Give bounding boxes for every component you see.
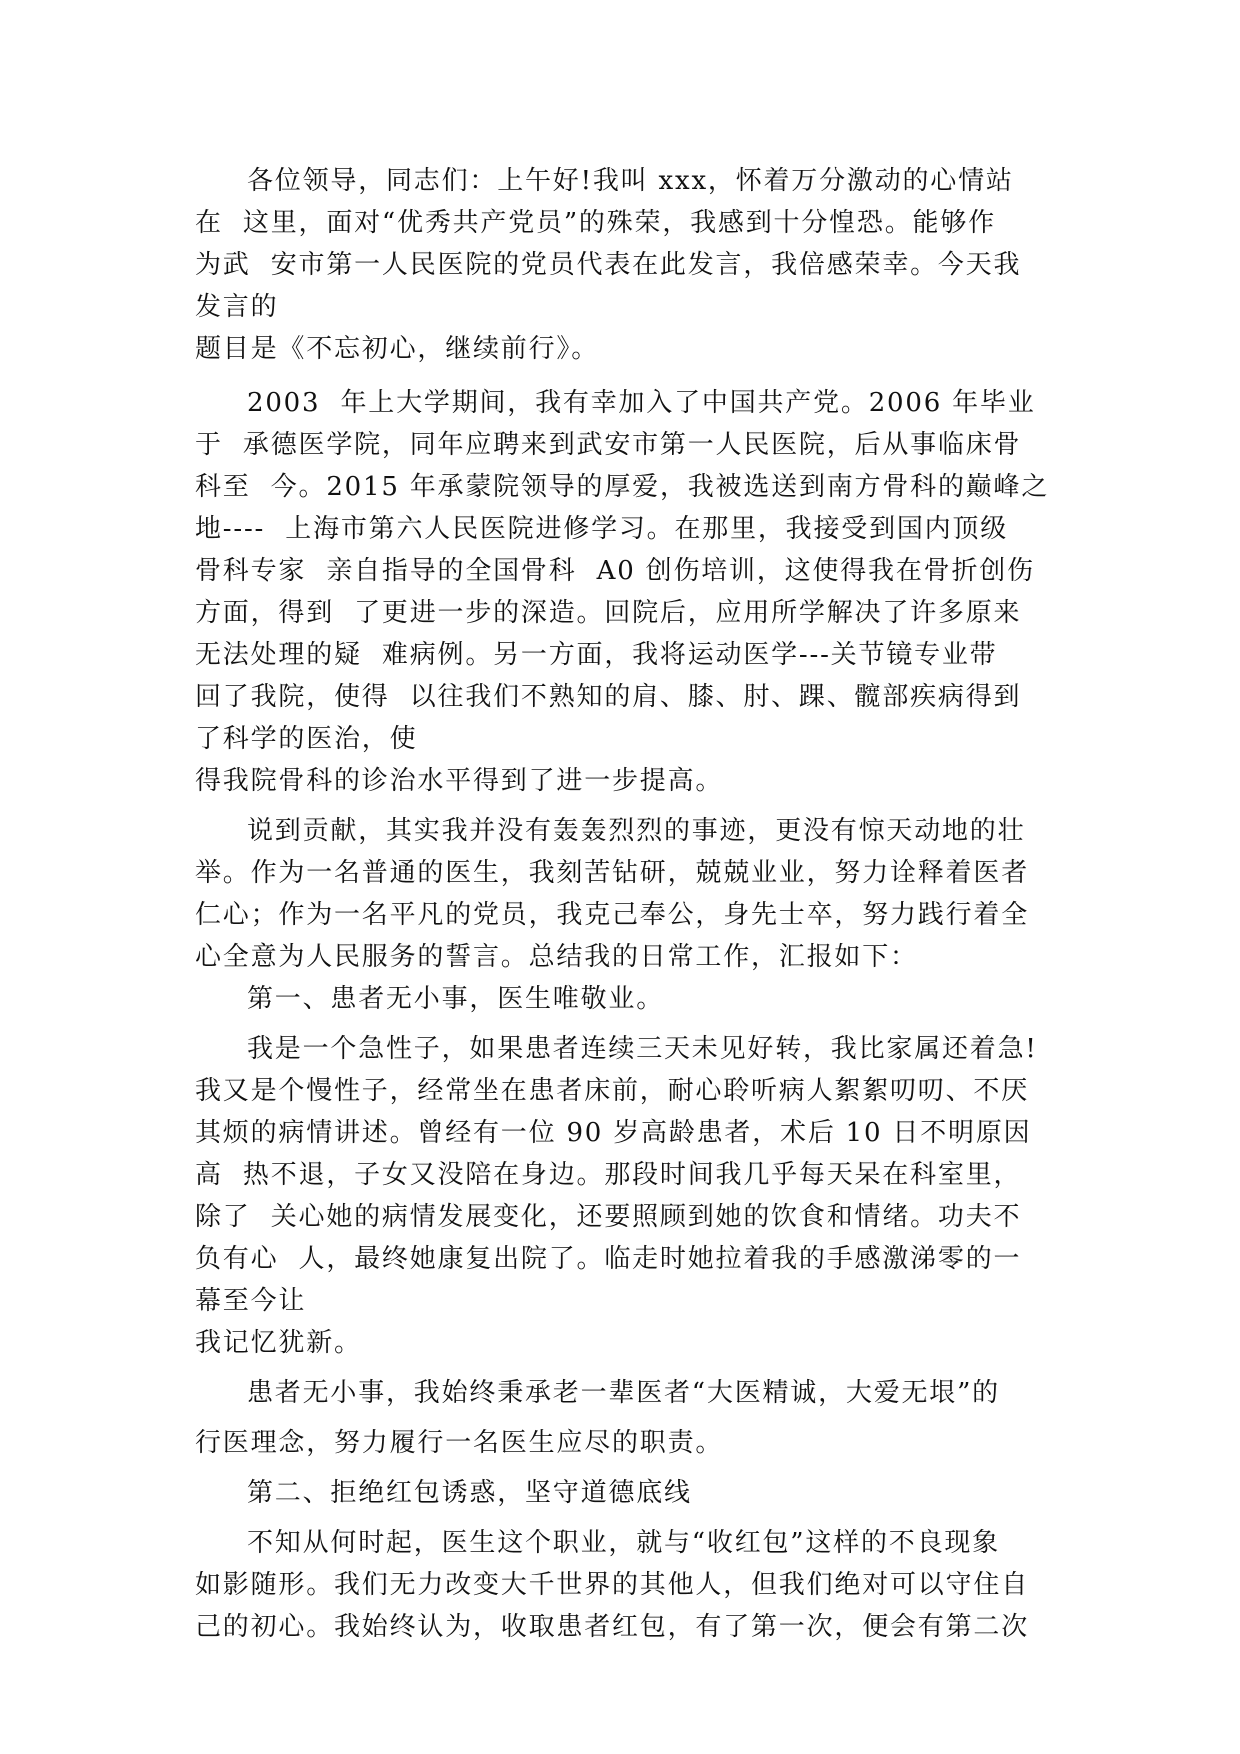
- section-heading: 第二、拒绝红包诱惑，坚守道德底线: [247, 1478, 692, 1508]
- paragraph-line: 说到贡献，其实我并没有轰轰烈烈的事迹，更没有惊天动地的壮: [247, 816, 1026, 846]
- paragraph-line: 各位领导，同志们：上午好!我叫 xxx，怀着万分激动的心情站: [247, 166, 1014, 196]
- paragraph-line: 己的初心。我始终认为，收取患者红包，有了第一次，便会有第二次: [195, 1612, 1030, 1642]
- paragraph-line: 高 热不退，子女又没陪在身边。那段时间我几乎每天呆在科室里，: [195, 1160, 1022, 1190]
- paragraph-line: 心全意为人民服务的誓言。总结我的日常工作，汇报如下：: [195, 942, 918, 972]
- paragraph-line: 除了 关心她的病情发展变化，还要照顾到她的饮食和情绪。功夫不: [195, 1202, 1022, 1232]
- paragraph-line: 我又是个慢性子，经常坐在患者床前，耐心聆听病人絮絮叨叨、不厌: [195, 1076, 1030, 1106]
- document-body: [195, 160, 1055, 1648]
- paragraph-line: 负有心 人，最终她康复出院了。临走时她拉着我的手感激涕零的一: [195, 1244, 1022, 1274]
- paragraph-line: 得我院骨科的诊治水平得到了进一步提高。: [195, 766, 724, 796]
- paragraph-line: 不知从何时起，医生这个职业，就与“收红包”这样的不良现象: [247, 1528, 1000, 1558]
- paragraph-line: 我记忆犹新。: [195, 1328, 362, 1358]
- paragraph-line: 为武 安市第一人民医院的党员代表在此发言，我倍感荣幸。今天我: [195, 250, 1022, 280]
- paragraph-line: 在 这里，面对“优秀共产党员”的殊荣，我感到十分惶恐。能够作: [195, 208, 996, 238]
- paragraph-line: 其烦的病情讲述。曾经有一位 90 岁高龄患者，术后 10 日不明原因: [195, 1118, 1032, 1148]
- paragraph-line: 骨科专家 亲自指导的全国骨科 A0 创伤培训，这使得我在骨折创伤: [195, 556, 1035, 586]
- paragraph-line: 方面，得到 了更进一步的深造。回院后，应用所学解决了许多原来: [195, 598, 1022, 628]
- paragraph-line: 回了我院，使得 以往我们不熟知的肩、膝、肘、踝、髋部疾病得到: [195, 682, 1022, 712]
- paragraph-line: 举。作为一名普通的医生，我刻苦钻研，兢兢业业，努力诠释着医者: [195, 858, 1030, 888]
- paragraph-line: 我是一个急性子，如果患者连续三天未见好转，我比家属还着急!: [247, 1034, 1038, 1064]
- paragraph-line: 发言的: [195, 292, 279, 322]
- paragraph-line: 无法处理的疑 难病例。另一方面，我将运动医学---关节镜专业带: [195, 640, 998, 670]
- paragraph-line: 科至 今。2015 年承蒙院领导的厚爱，我被选送到南方骨科的巅峰之: [195, 472, 1050, 502]
- paragraph-line: 题目是《不忘初心，继续前行》。: [195, 334, 600, 364]
- paragraph-line: 仁心；作为一名平凡的党员，我克己奉公，身先士卒，努力践行着全: [195, 900, 1030, 930]
- section-heading: 第一、患者无小事，医生唯敬业。: [247, 984, 665, 1014]
- paragraph-line: 2003 年上大学期间，我有幸加入了中国共产党。2006 年毕业: [247, 388, 1036, 418]
- paragraph-line: 患者无小事，我始终秉承老一辈医者“大医精诚，大爱无垠”的: [247, 1378, 1000, 1408]
- paragraph-line: 行医理念，努力履行一名医生应尽的职责。: [195, 1428, 724, 1458]
- paragraph-line: 地---- 上海市第六人民医院进修学习。在那里，我接受到国内顶级: [195, 514, 1009, 544]
- paragraph-line: 了科学的医治，使: [195, 724, 418, 754]
- paragraph-line: 幕至今让: [195, 1286, 307, 1316]
- paragraph-line: 于 承德医学院，同年应聘来到武安市第一人民医院，后从事临床骨: [195, 430, 1022, 460]
- paragraph-line: 如影随形。我们无力改变大千世界的其他人，但我们绝对可以守住自: [195, 1570, 1030, 1600]
